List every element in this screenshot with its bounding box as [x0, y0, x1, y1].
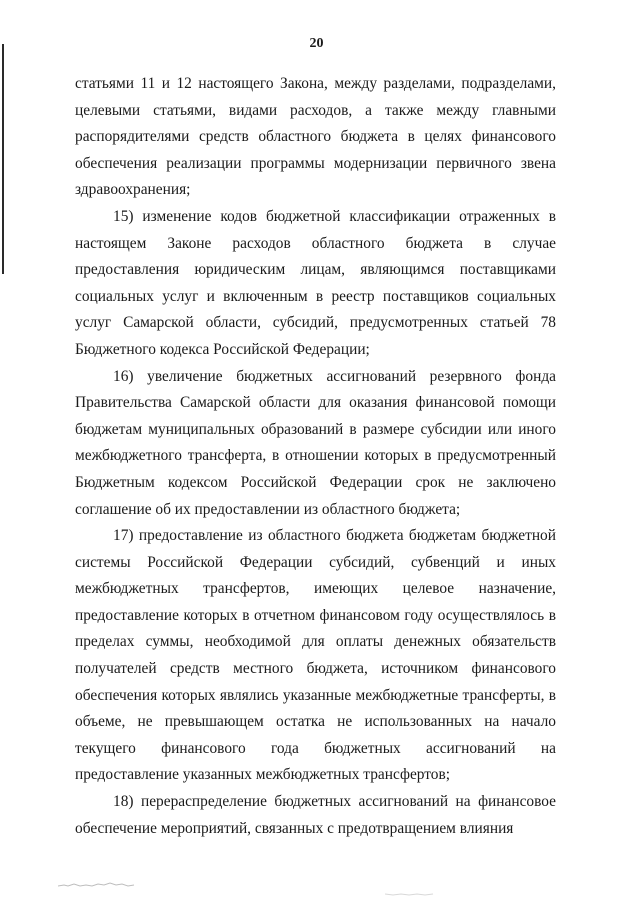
paragraph-continuation: статьями 11 и 12 настоящего Закона, между разделами, подразделами, целевыми статьями, видами расходов, а также между главными распорядителями средств областного бюджета в целях финансового обеспечения реализации программы модернизации первичного звена здравоохранения; [75, 75, 556, 199]
paragraph-item-18: 18) перераспределение бюджетных ассигнований на финансовое обеспечение мероприятий, связанных с предотвращением влияния [75, 793, 556, 837]
document-body [75, 71, 556, 842]
paragraph-item-16: 16) увеличение бюджетных ассигнований резервного фонда Правительства Самарской области для оказания финансовой помощи бюджетам муниципальных образований в размере субсидии или иного межбюджетного трансферта, в отношении которых в предусмотренный Бюджетным кодексом Российской Федерации срок не заключено соглашение об их предоставлении из областного бюджета; [75, 367, 556, 518]
scan-noise-mark-2 [385, 892, 435, 896]
paragraph-item-15: 15) изменение кодов бюджетной классификации отраженных в настоящем Законе расходов областного бюджета в случае предоставления юридическим лицам, являющимся поставщиками социальных услуг и включенным в реестр поставщиков социальных услуг Самарской области, субсидий, предусмотренных статьей 78 Бюджетного кодекса Российской Федерации; [75, 207, 556, 358]
scan-edge-mark [2, 44, 4, 274]
scan-noise-mark [58, 882, 138, 888]
paragraph-item-17: 17) предоставление из областного бюджета бюджетам бюджетной системы Российской Федерации субсидий, субвенций и иных межбюджетных трансфертов, имеющих целевое назначение, предоставление которых в отчетном финансовом году осуществлялось в пределах суммы, необходимой для оплаты денежных обязательств получателей средств местного бюджета, источником финансового обеспечения которых являлись указанные межбюджетные трансферты, в объеме, не превышающем остатка не использованных на начало текущего финансового года бюджетных ассигнований на предоставление указанных межбюджетных трансфертов; [75, 527, 556, 784]
page-number: 20 [309, 36, 324, 51]
